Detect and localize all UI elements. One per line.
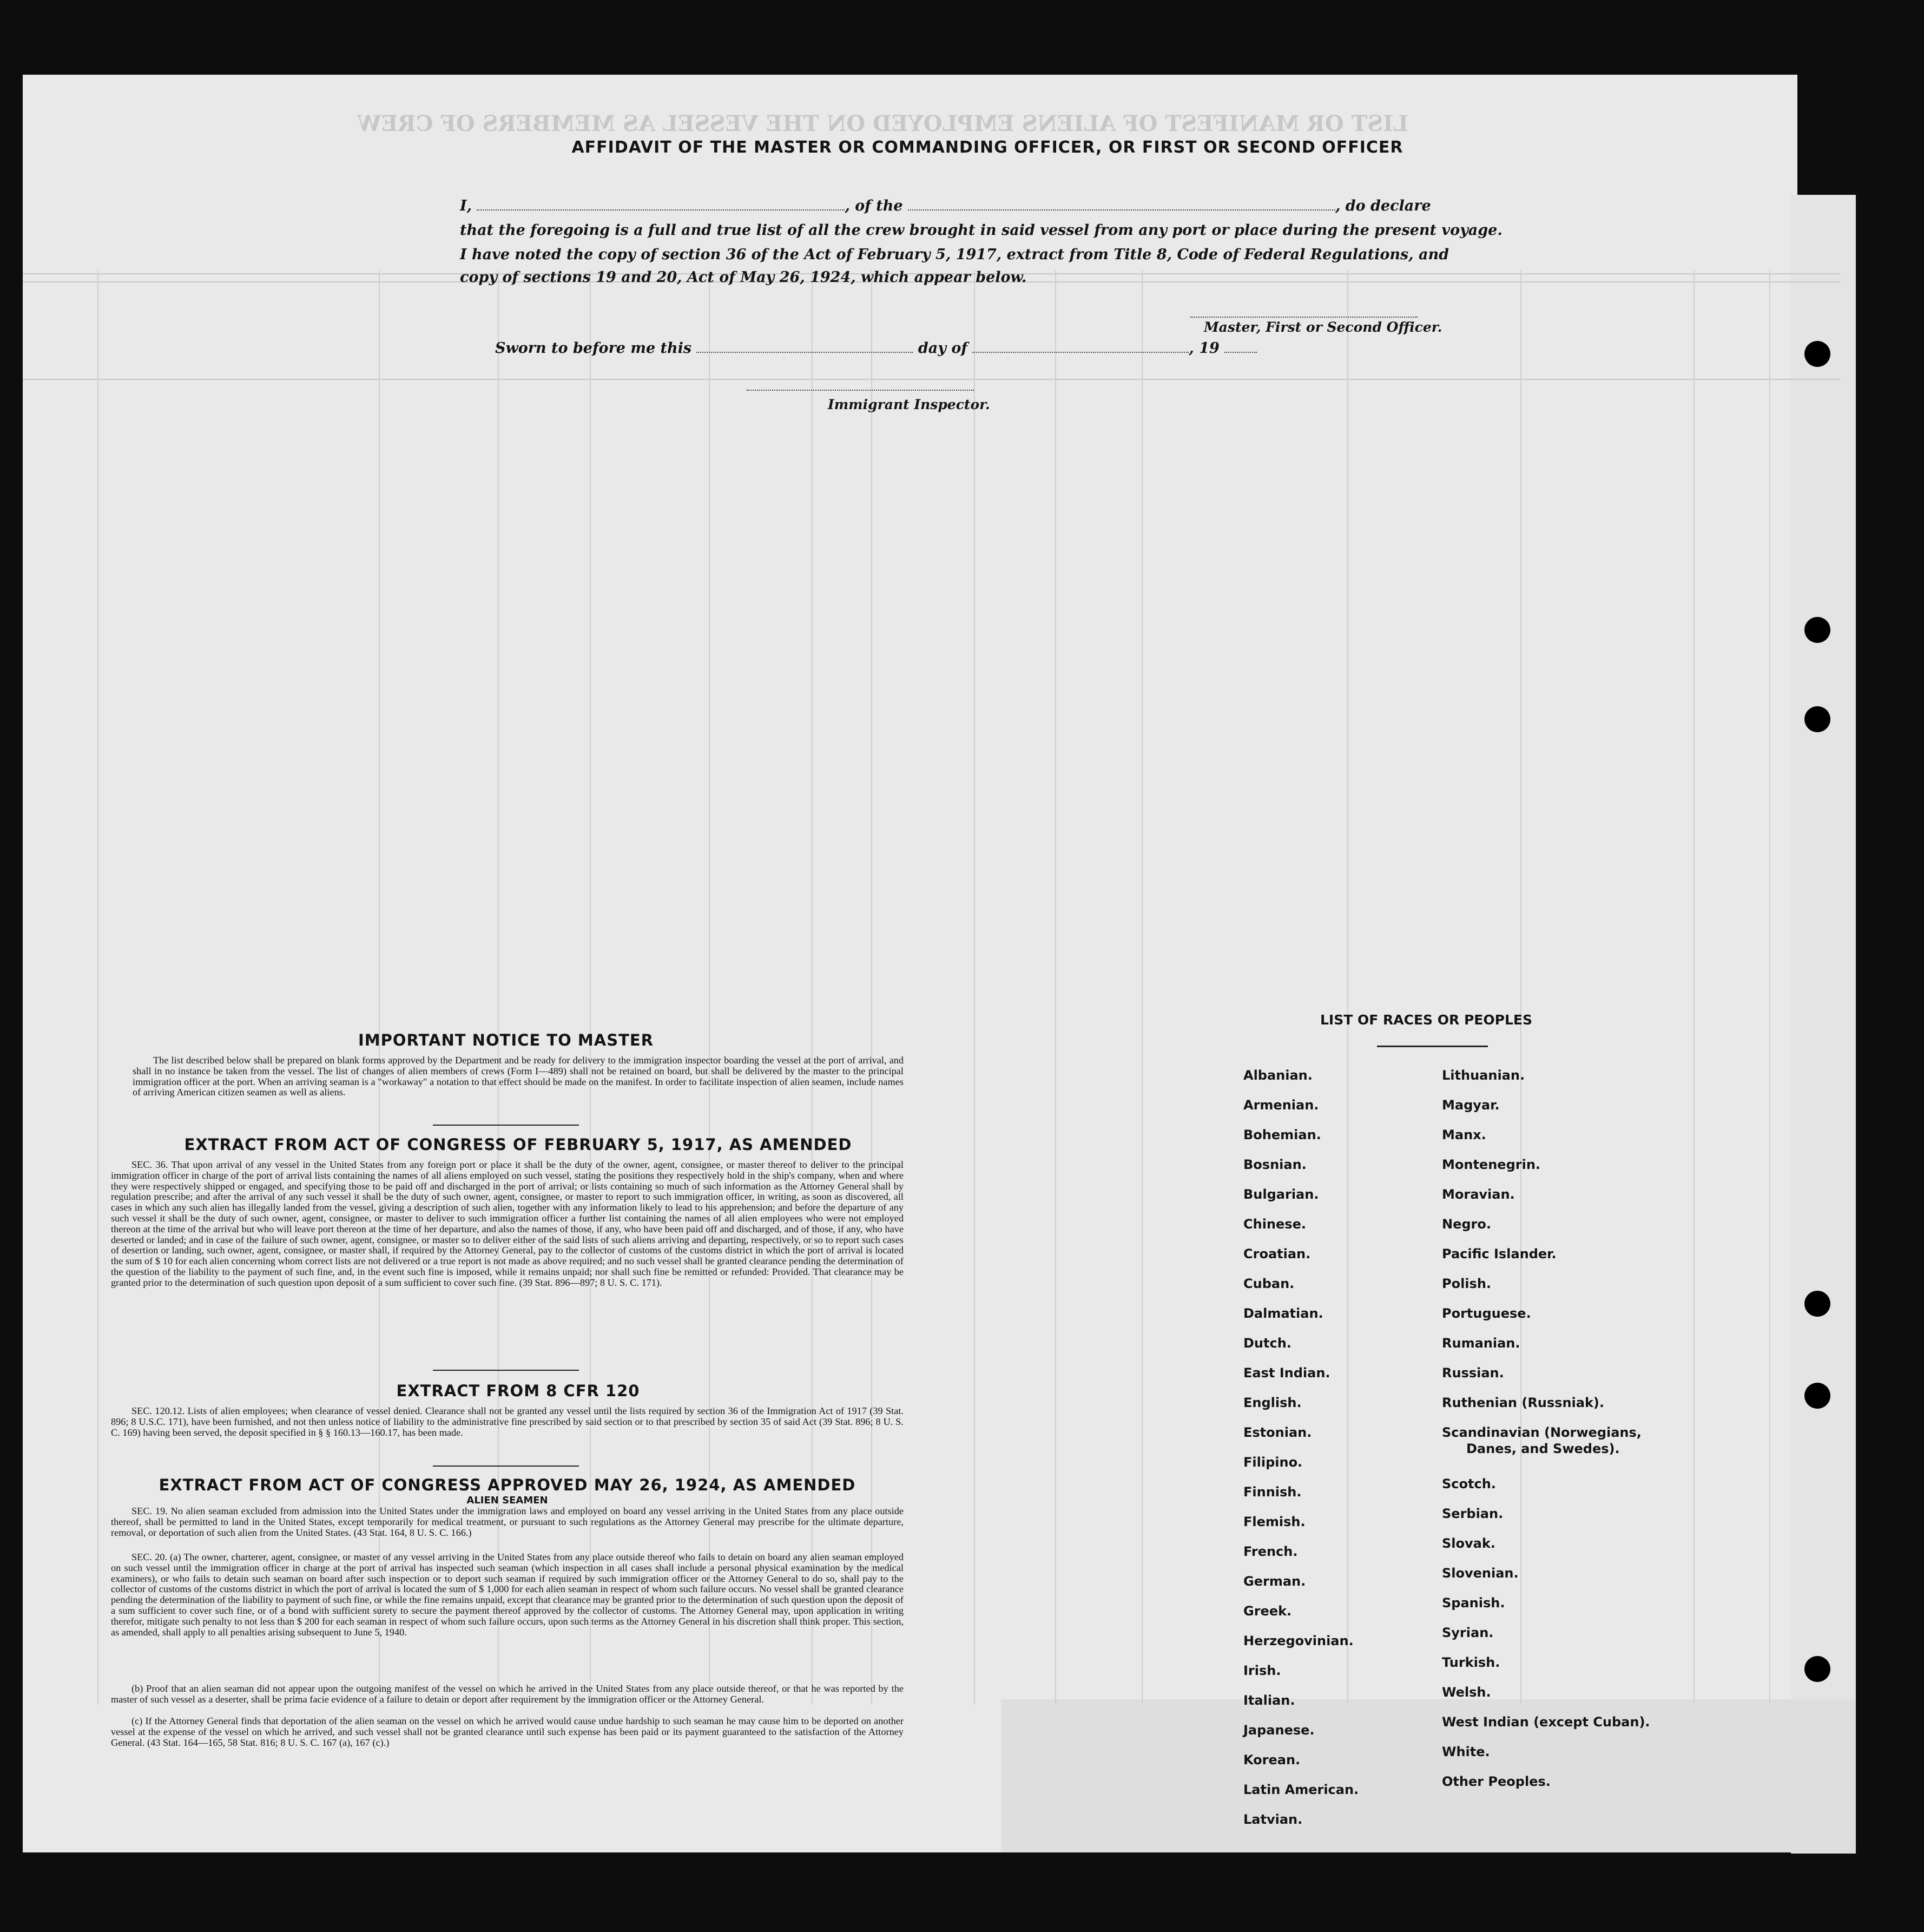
affidavit-i: I, — [460, 198, 472, 214]
bottom-strip — [1001, 1699, 1856, 1852]
divider — [433, 1125, 579, 1126]
binder-hole — [1804, 617, 1830, 643]
race-item: Serbian. — [1442, 1506, 1504, 1521]
races-title: LIST OF RACES OR PEOPLES — [1320, 1012, 1532, 1028]
extract-1917-title: EXTRACT FROM ACT OF CONGRESS OF FEBRUARY 5, 1917, AS AMENDED — [184, 1135, 852, 1154]
race-item: Latin American. — [1243, 1782, 1359, 1797]
race-item: Scandinavian (Norwegians, — [1442, 1425, 1642, 1440]
race-item-continuation: Danes, and Swedes). — [1466, 1441, 1620, 1456]
sheet-fold — [1791, 195, 1856, 1854]
race-item: French. — [1243, 1544, 1298, 1559]
race-item: German. — [1243, 1574, 1306, 1589]
race-item: Italian. — [1243, 1693, 1295, 1708]
race-item: Manx. — [1442, 1127, 1486, 1142]
sworn-month-blank — [972, 352, 1189, 353]
races-divider — [1377, 1046, 1488, 1047]
race-item: Russian. — [1442, 1365, 1504, 1381]
race-item: Chinese. — [1243, 1217, 1306, 1232]
race-item: Bulgarian. — [1243, 1187, 1319, 1202]
race-item: Albanian. — [1243, 1068, 1313, 1083]
race-item: Syrian. — [1442, 1625, 1494, 1640]
divider — [433, 1466, 579, 1467]
inspector-blank — [747, 390, 974, 391]
notice-text: The list described below shall be prepared on blank forms approved by the Department and be ready for delivery to the immigration inspector boarding the vessel at the port of arrival, and shall in no instance be taken from the vessel. The list of changes of alien members of crews (Form I—489) shall not be retained on board, but shall be delivered by the master to the principal immigration officer at the port. When an arriving seaman is a "workaway" a notation to that effect should be made on the manifest. In order to facilitate inspection of alien seamen, include names of arriving American citizen seamen as well as aliens. — [133, 1055, 904, 1098]
binder-hole — [1804, 1656, 1830, 1682]
extract-cfr-text: SEC. 120.12. Lists of alien employees; when clearance of vessel denied. Clearance shall not be granted any vessel until the lists required by section 36 of the Immigration Act of 1917 (39 Stat. 896; 8 U.S.C. 171), have been furnished, and not then unless notice of liability to the administrative fine prescribed by said section or to that prescribed by section 35 of said Act (39 Stat. 896; 8 U. S. C. 169) having been served, the deposit specified in § § 160.13—160.17, has been made. — [111, 1405, 904, 1438]
extract-1917-text: SEC. 36. That upon arrival of any vessel in the United States from any foreign port or place it shall be the duty of the owner, agent, consignee, or master thereof to deliver to the principal immigration officer in charge of the port of arrival lists containing the names of all aliens employed on such vessel, stating the positions they respectively hold in the ship's company, when and where they were respectively shipped or engaged, and specifying those to be paid off and discharged in the port of arrival; or lists containing so much of such information as the Attorney General shall by regulation prescribe; and after the arrival of any such vessel it shall be the duty of such owner, agent, consignee, or master to report to such immigration officer, in writing, as soon as discovered, all cases in which any such alien has illegally landed from the vessel, giving a description of such alien, together with any information likely to lead to his apprehension; and before the departure of any such vessel it shall be the duty of such owner, agent, consignee, or master to deliver to such immigration officer a further list containing the names of all alien employees who were not employed thereon at the time of the arrival but who will leave port thereon at the time of her departure, and also the names of those, if any, who have been paid off and discharged, and of those, if any, who have deserted or landed; and in case of the failure of such owner, agent, consignee, or master so to deliver either of the said lists of such aliens arriving and departing, respectively, or so to report such cases of desertion or landing, such owner, agent, consignee, or master shall, if required by the Attorney General, pay to the collector of customs of the customs district in which the port of arrival is located the sum of $ 10 for each alien concerning whom correct lists are not delivered or a true report is not made as above required; and no such vessel shall be granted clearance pending the determination of the question of the liability to the payment of such fine, and, in the event such fine is imposed, while it remains unpaid; nor shall such fine be remitted or refunded: Provided. That clearance may be granted prior to the determination of such question upon deposit of a sum sufficient to cover such fine. (39 Stat. 896—897; 8 U. S. C. 171). — [111, 1159, 904, 1288]
race-item: Finnish. — [1243, 1484, 1302, 1500]
sworn-day-blank — [696, 352, 913, 353]
extract-cfr-title: EXTRACT FROM 8 CFR 120 — [396, 1382, 640, 1400]
race-item: Welsh. — [1442, 1685, 1491, 1700]
extract-1924-title: EXTRACT FROM ACT OF CONGRESS APPROVED MAY 26, 1924, AS AMENDED — [159, 1476, 856, 1494]
name-blank — [477, 209, 845, 211]
sworn-day-of: day of — [918, 340, 967, 357]
race-item: Lithuanian. — [1442, 1068, 1525, 1083]
affidavit-of-the: , of the — [845, 198, 903, 214]
race-item: Latvian. — [1243, 1812, 1303, 1827]
race-item: Pacific Islander. — [1442, 1246, 1557, 1261]
race-item: Greek. — [1243, 1604, 1292, 1619]
race-item: Filipino. — [1243, 1455, 1303, 1470]
race-item: West Indian (except Cuban). — [1442, 1714, 1650, 1730]
sec-19-text: SEC. 19. No alien seaman excluded from admission into the United States under the immigration laws and employed on board any vessel arriving in the United States from any place outside thereof, shall be permitted to land in the United States, except temporarily for medical treatment, or pursuant to such regulations as the Attorney General may prescribe for the ultimate departure, removal, or deportation of such alien from the United States. (43 Stat. 164, 8 U. S. C. 166.) — [111, 1506, 904, 1538]
race-item: Polish. — [1442, 1276, 1492, 1291]
race-item: Flemish. — [1243, 1514, 1306, 1529]
binder-hole — [1804, 341, 1830, 367]
binder-hole — [1804, 1383, 1830, 1409]
race-item: Japanese. — [1243, 1723, 1315, 1738]
race-item: Armenian. — [1243, 1098, 1319, 1113]
race-item: Turkish. — [1442, 1655, 1500, 1670]
affidavit-line-2: that the foregoing is a full and true list of all the crew brought in said vessel from any port or place during the present voyage. — [460, 222, 1503, 239]
binder-hole — [1804, 1291, 1830, 1317]
race-item: Portuguese. — [1442, 1306, 1531, 1321]
affidavit-declare: , do declare — [1335, 198, 1431, 214]
race-item: Estonian. — [1243, 1425, 1312, 1440]
alien-seamen-subtitle: ALIEN SEAMEN — [466, 1495, 548, 1506]
affidavit-title: AFFIDAVIT OF THE MASTER OR COMMANDING OFFICER, OR FIRST OR SECOND OFFICER — [571, 138, 1404, 157]
sec-20c-text: (c) If the Attorney General finds that deportation of the alien seaman on the vessel on which he arrived would cause undue hardship to such seaman he may cause him to be deported on another vessel at the expense of the vessel on which he arrived, and such vessel shall not be granted clearance until such expense has been paid or its payment guaranteed to the satisfaction of the Attorney General. (43 Stat. 164—165, 58 Stat. 816; 8 U. S. C. 167 (a), 167 (c).) — [111, 1716, 904, 1748]
race-item: Dutch. — [1243, 1336, 1292, 1351]
race-item: Slovak. — [1442, 1536, 1495, 1551]
sworn-year: , 19 — [1189, 340, 1220, 357]
race-item: Slovenian. — [1442, 1566, 1519, 1581]
race-item: Montenegrin. — [1442, 1157, 1541, 1172]
race-item: East Indian. — [1243, 1365, 1330, 1381]
sworn-line — [495, 340, 1257, 357]
race-item: Dalmatian. — [1243, 1306, 1323, 1321]
sworn-text: Sworn to before me this — [495, 340, 692, 357]
race-item: English. — [1243, 1395, 1302, 1410]
race-item: Bohemian. — [1243, 1127, 1321, 1142]
vessel-blank — [908, 209, 1335, 211]
race-item: Spanish. — [1442, 1595, 1505, 1611]
notice-title: IMPORTANT NOTICE TO MASTER — [358, 1031, 654, 1049]
affidavit-declaration-line — [460, 198, 1431, 214]
sec-20a-text: SEC. 20. (a) The owner, charterer, agent, consignee, or master of any vessel arriving in the United States from any place outside thereof who fails to detain on board any alien seaman employed on such vessel until the immigration officer in charge at the port of arrival has inspected such seaman (which inspection in all cases shall include a personal physical examination by the medical examiners), or who fails to detain such seaman on board after such inspection or to deport such seaman if required by such immigration officer or the Attorney General to do so, shall pay to the collector of customs of the customs district in which the port of arrival is located the sum of $ 1,000 for each alien seaman in respect of whom such failure occurs. No vessel shall be granted clearance pending the determination of the liability to payment of such fine, or while the fine remains unpaid, except that clearance may be granted prior to the determination of such question upon the deposit of a sum sufficient to cover such fine, or of a bond with sufficient surety to secure the payment thereof approved by the collector of customs. The Attorney General may, upon application in writing therefor, mitigate such penalty to not less than $ 200 for each seaman in respect of whom such failure occurs, upon such terms as the Attorney General in his discretion shall think proper. This section, as amended, shall apply to all penalties arising subsequent to June 5, 1940. — [111, 1552, 904, 1638]
signature-blank — [1190, 317, 1418, 318]
sworn-year-blank — [1224, 352, 1257, 353]
sec-20b-text: (b) Proof that an alien seaman did not appear upon the outgoing manifest of the vessel on which he arrived in the United States from any place outside thereof, or that he was reported by the master of such vessel as a deserter, shall be prima facie evidence of a failure to detain or deport after requirement by the immigration officer or the Attorney General. — [111, 1683, 904, 1705]
race-item: Cuban. — [1243, 1276, 1295, 1291]
race-item: Negro. — [1442, 1217, 1491, 1232]
signature-label: Master, First or Second Officer. — [1204, 319, 1442, 335]
sheet-tab — [1623, 81, 1796, 211]
race-item: Magyar. — [1442, 1098, 1500, 1113]
race-item: Scotch. — [1442, 1476, 1496, 1491]
race-item: Bosnian. — [1243, 1157, 1307, 1172]
divider — [433, 1370, 579, 1371]
race-item: Korean. — [1243, 1752, 1301, 1767]
race-item: Other Peoples. — [1442, 1774, 1551, 1789]
race-item: Moravian. — [1442, 1187, 1515, 1202]
affidavit-line-4: copy of sections 19 and 20, Act of May 26, 1924, which appear below. — [460, 269, 1027, 286]
affidavit-line-3: I have noted the copy of section 36 of the Act of February 5, 1917, extract from Title 8, Code of Federal Regulations, and — [460, 246, 1449, 263]
race-item: Irish. — [1243, 1663, 1281, 1678]
race-item: Ruthenian (Russniak). — [1442, 1395, 1605, 1410]
binder-hole — [1804, 706, 1830, 732]
race-item: Rumanian. — [1442, 1336, 1520, 1351]
race-item: Croatian. — [1243, 1246, 1311, 1261]
inspector-label: Immigrant Inspector. — [828, 397, 990, 412]
race-item: Herzegovinian. — [1243, 1633, 1354, 1648]
race-item: White. — [1442, 1744, 1490, 1759]
